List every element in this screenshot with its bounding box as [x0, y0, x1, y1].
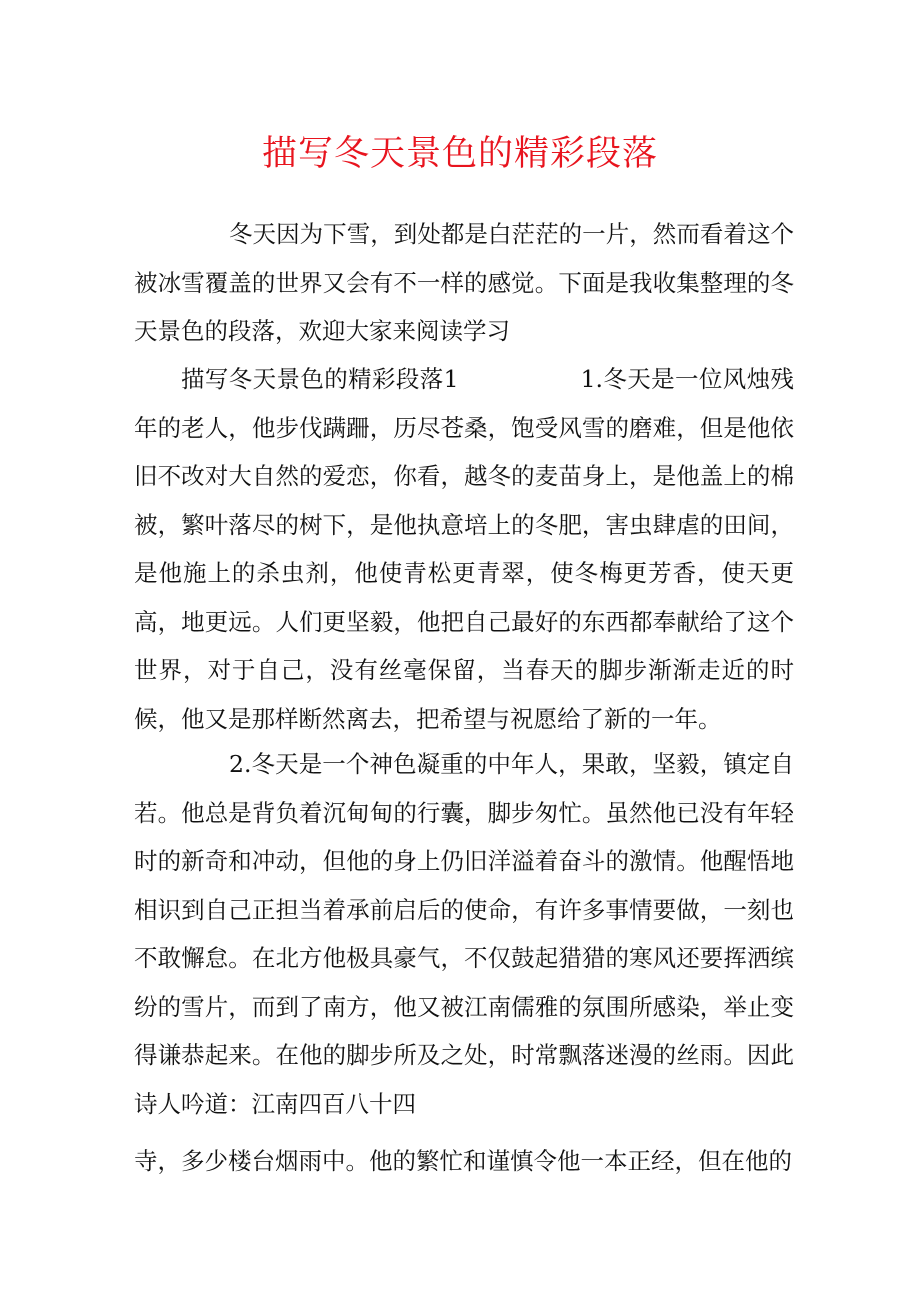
paragraph-3: 寺，多少楼台烟雨中。他的繁忙和谨慎令他一本正经，但在他的 [134, 1147, 792, 1175]
paragraph-1: 1.冬天是一位风烛残年的老人，他步伐蹒跚，历尽苍桑，饱受风雪的磨难，但是他依旧不改对大自然的爱恋，你看，越冬的麦苗身上，是他盖上的棉被，繁叶落尽的树下，是他执意培上的冬肥，害虫肆虐的田间，是他施上的杀虫剂，他使青松更青翠，使冬梅更芳香，使天更高，地更远。人们更坚毅，他把自己最好的东西都奉献给了这个世界，对于自己，没有丝毫保留，当春天的脚步渐渐走近的时候，他又是那样断然离去，把希望与祝愿给了新的一年。 [134, 365, 794, 733]
intro-paragraph: 冬天因为下雪，到处都是白茫茫的一片，然而看着这个被冰雪覆盖的世界又会有不一样的感觉。下面是我收集整理的冬天景色的段落，欢迎大家来阅读学习 [134, 220, 794, 345]
section-one-paragraph [134, 355, 794, 743]
paragraph-2: 2.冬天是一个神色凝重的中年人，果敢，坚毅，镇定自若。他总是背负着沉甸甸的行囊，脚步匆忙。虽然他已没有年轻时的新奇和冲动，但他的身上仍旧洋溢着奋斗的激情。他醒悟地相识到自己正担当着承前启后的使命，有许多事情要做，一刻也不敢懈怠。在北方他极具豪气，不仅鼓起猎猎的寒风还要挥洒缤纷的雪片，而到了南方，他又被江南儒雅的氛围所感染，举止变得谦恭起来。在他的脚步所及之处，时常飘落迷漫的丝雨。因此诗人吟道：江南四百八十四 [134, 750, 794, 1118]
section-heading: 描写冬天景色的精彩段落1 [181, 365, 459, 393]
document-title: 描写冬天景色的精彩段落 [261, 134, 658, 174]
